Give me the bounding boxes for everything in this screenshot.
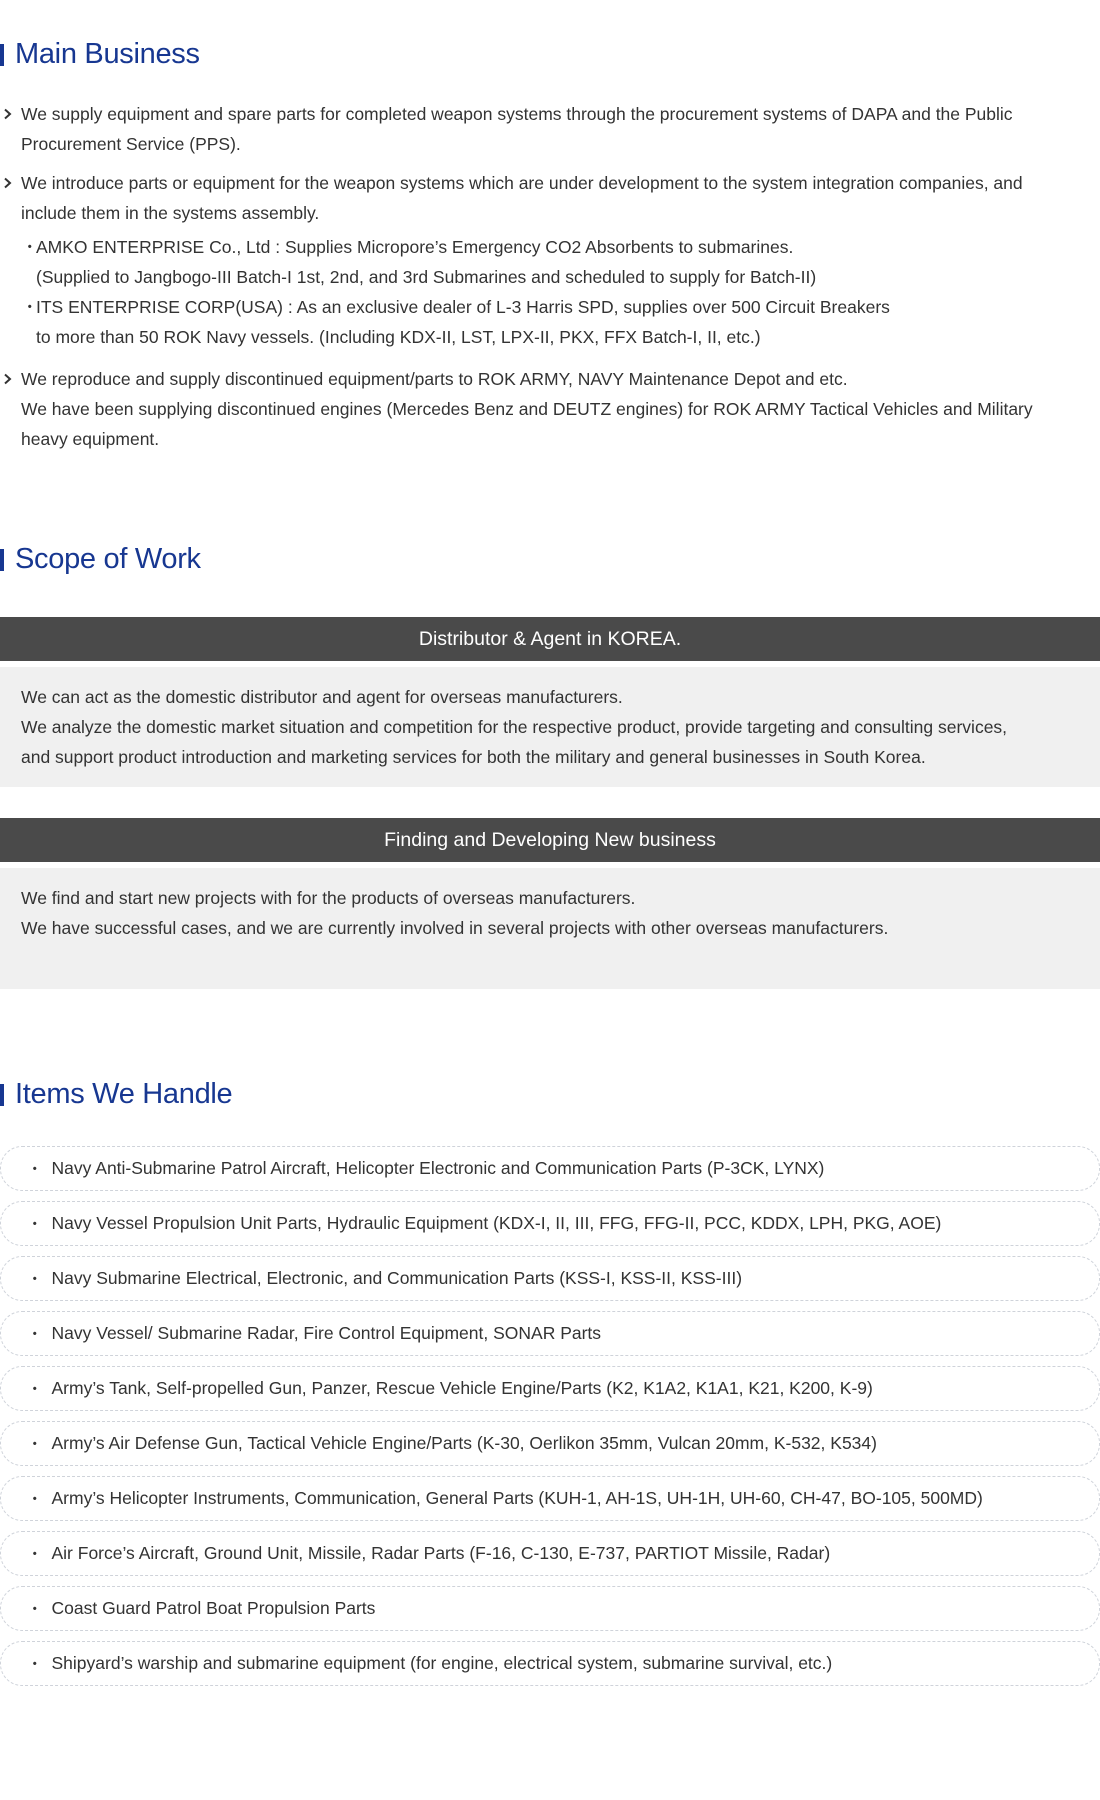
list-item: [0, 1586, 1100, 1631]
bullet-dot: ・: [26, 1159, 44, 1179]
main-business-item: [0, 168, 1090, 352]
scope-box-body: [0, 667, 1100, 787]
list-item-text: Navy Anti-Submarine Patrol Aircraft, Helicopter Electronic and Communication Parts (P-3CK, LYNX): [51, 1158, 825, 1178]
bullet-dot: ・: [21, 237, 39, 257]
scope-of-work-heading: [0, 543, 201, 576]
scope-box-new-business: [0, 818, 1100, 989]
list-item: [0, 1366, 1100, 1411]
scope-text-line: We analyze the domestic market situation and competition for the respective product, provide targeting and consulting services,: [21, 717, 1008, 737]
list-item-text: Shipyard’s warship and submarine equipment (for engine, electrical system, submarine survival, etc.): [51, 1653, 833, 1673]
title-bar-icon: [0, 1084, 4, 1106]
list-item: [0, 1421, 1100, 1466]
bullet-dot: ・: [26, 1654, 44, 1674]
scope-box-heading: Distributor & Agent in KOREA.: [0, 617, 1100, 661]
item-text-line: heavy equipment.: [21, 429, 160, 449]
bullet-dot: ・: [26, 1544, 44, 1564]
scope-of-work-title: Scope of Work: [15, 543, 201, 575]
list-item-text: Air Force’s Aircraft, Ground Unit, Missile, Radar Parts (F-16, C-130, E-737, PARTIOT Missile, Radar): [51, 1543, 831, 1563]
scope-box-heading: Finding and Developing New business: [0, 818, 1100, 862]
item-text-line: include them in the systems assembly.: [21, 203, 320, 223]
list-item-text: Navy Vessel/ Submarine Radar, Fire Control Equipment, SONAR Parts: [51, 1323, 602, 1343]
main-business-heading: [0, 38, 200, 71]
list-item: [0, 1146, 1100, 1191]
title-bar-icon: [0, 549, 4, 571]
chevron-right-icon: [2, 373, 14, 385]
scope-box-distributor: [0, 617, 1100, 787]
chevron-right-icon: [2, 108, 14, 120]
item-text-line: We supply equipment and spare parts for completed weapon systems through the procurement systems of DAPA and the Public: [21, 104, 1013, 124]
item-text-line: We have been supplying discontinued engines (Mercedes Benz and DEUTZ engines) for ROK ARMY Tactical Vehicles and Military: [21, 399, 1033, 419]
sub-item: [21, 232, 1090, 292]
scope-text-line: We find and start new projects with for the products of overseas manufacturers.: [21, 888, 636, 908]
item-text-line: Procurement Service (PPS).: [21, 134, 241, 154]
items-list: [0, 1146, 1100, 1696]
bullet-dot: ・: [26, 1599, 44, 1619]
bullet-dot: ・: [26, 1379, 44, 1399]
bullet-dot: ・: [21, 297, 39, 317]
list-item-text: Army’s Tank, Self-propelled Gun, Panzer, Rescue Vehicle Engine/Parts (K2, K1A2, K1A1, K21, K200, K-9): [51, 1378, 873, 1398]
sub-list: [21, 232, 1090, 352]
list-item-text: Navy Vessel Propulsion Unit Parts, Hydraulic Equipment (KDX-I, II, III, FFG, FFG-II, PCC, KDDX, LPH, PKG, AOE): [51, 1213, 942, 1233]
bullet-dot: ・: [26, 1324, 44, 1344]
item-text-line: We reproduce and supply discontinued equipment/parts to ROK ARMY, NAVY Maintenance Depot and etc.: [21, 369, 848, 389]
scope-text-line: and support product introduction and marketing services for both the military and general businesses in South Korea.: [21, 747, 926, 767]
items-we-handle-title: Items We Handle: [15, 1078, 233, 1110]
list-item-text: Army’s Helicopter Instruments, Communication, General Parts (KUH-1, AH-1S, UH-1H, UH-60, CH-47, BO-105, 500MD): [51, 1488, 983, 1508]
list-item-text: Army’s Air Defense Gun, Tactical Vehicle Engine/Parts (K-30, Oerlikon 35mm, Vulcan 20mm, K-532, K534): [51, 1433, 877, 1453]
main-business-item: [0, 364, 1090, 454]
list-item-text: Coast Guard Patrol Boat Propulsion Parts: [51, 1598, 376, 1618]
bullet-dot: ・: [26, 1434, 44, 1454]
scope-box-body: [0, 868, 1100, 989]
bullet-dot: ・: [26, 1269, 44, 1289]
sub-item-line: (Supplied to Jangbogo-III Batch-I 1st, 2nd, and 3rd Submarines and scheduled to supply for Batch-II): [36, 267, 817, 287]
main-business-title: Main Business: [15, 38, 200, 70]
bullet-dot: ・: [26, 1489, 44, 1509]
list-item: [0, 1201, 1100, 1246]
main-business-item: [0, 99, 1090, 159]
item-text-line: We introduce parts or equipment for the weapon systems which are under development to the system integration companies, and: [21, 173, 1023, 193]
sub-item-line: ITS ENTERPRISE CORP(USA) : As an exclusive dealer of L-3 Harris SPD, supplies over 500 Circuit Breakers: [36, 297, 890, 317]
list-item: [0, 1256, 1100, 1301]
list-item: [0, 1311, 1100, 1356]
list-item: [0, 1476, 1100, 1521]
sub-item-line: AMKO ENTERPRISE Co., Ltd : Supplies Micropore’s Emergency CO2 Absorbents to submarines.: [36, 237, 794, 257]
scope-text-line: We can act as the domestic distributor and agent for overseas manufacturers.: [21, 687, 623, 707]
items-we-handle-heading: [0, 1078, 232, 1111]
main-business-list: [0, 99, 1090, 454]
bullet-dot: ・: [26, 1214, 44, 1234]
list-item-text: Navy Submarine Electrical, Electronic, and Communication Parts (KSS-I, KSS-II, KSS-III): [51, 1268, 743, 1288]
title-bar-icon: [0, 44, 4, 66]
chevron-right-icon: [2, 177, 14, 189]
list-item: [0, 1531, 1100, 1576]
scope-text-line: We have successful cases, and we are currently involved in several projects with other overseas manufacturers.: [21, 918, 889, 938]
sub-item: [21, 292, 1090, 352]
sub-item-line: to more than 50 ROK Navy vessels. (Including KDX-II, LST, LPX-II, PKX, FFX Batch-I, II, etc.): [36, 327, 761, 347]
list-item: [0, 1641, 1100, 1686]
